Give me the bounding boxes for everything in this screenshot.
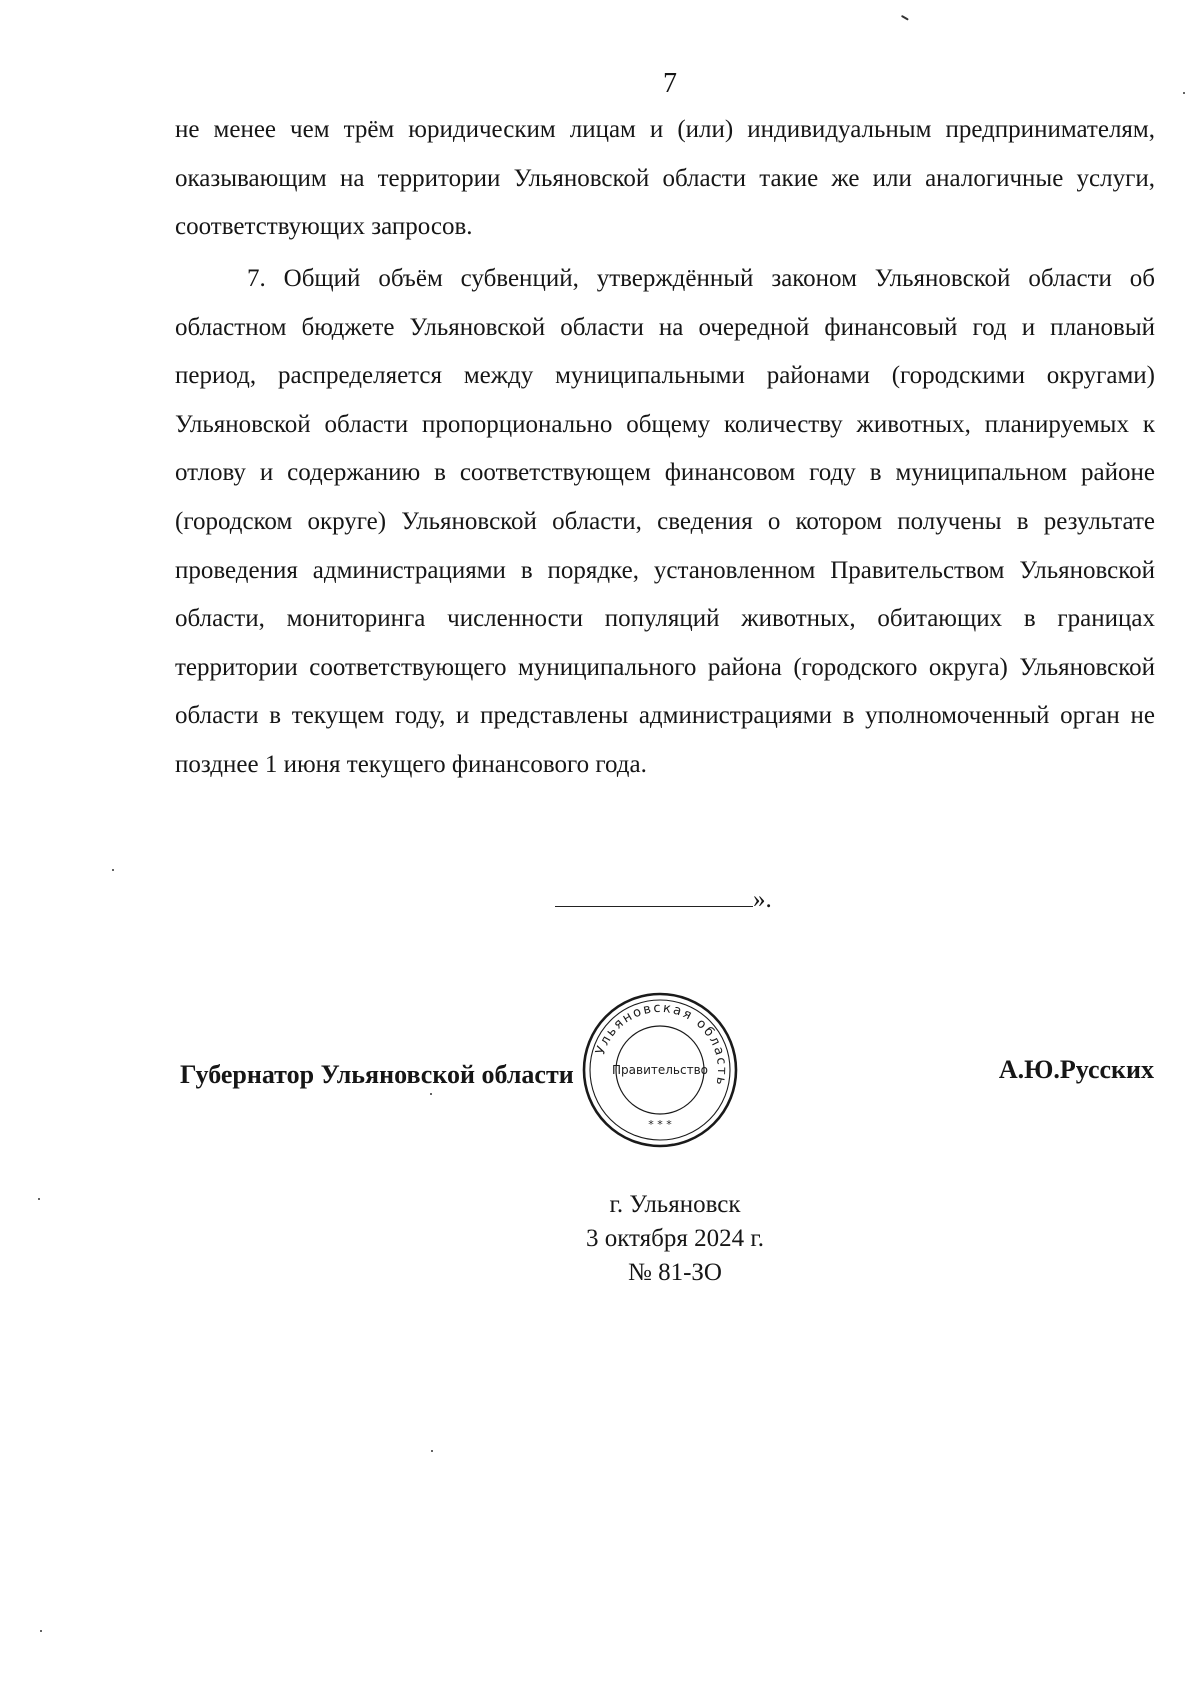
page-number: 7 (663, 68, 677, 99)
closing-underline (555, 888, 753, 907)
seal-stars: * * * (648, 1118, 672, 1131)
closing-mark: ». (753, 886, 772, 913)
footer-block (0, 1188, 1200, 1290)
scan-speck (38, 1198, 40, 1200)
scan-speck (1183, 92, 1185, 94)
scan-speck (431, 1450, 433, 1452)
signatory-title: Губернатор Ульяновской области (180, 1060, 574, 1089)
signatory-name: А.Ю.Русских (998, 1055, 1154, 1084)
scan-speck (40, 1630, 42, 1632)
official-seal (580, 990, 740, 1150)
scan-speck (430, 1093, 432, 1095)
closing-quote (555, 885, 772, 915)
scan-speck (112, 869, 114, 871)
footer-number: № 81-ЗО (627, 1259, 722, 1286)
seal-center-text: Правительство (612, 1063, 708, 1077)
scan-speck (901, 15, 909, 20)
footer-place: г. Ульяновск (609, 1191, 741, 1218)
paragraph-item-7: 7. Общий объём субвенций, утверждённый законом Ульяновской области об областном бюджете Ульяновской области на очередной финансовый год и плановый период, распределяется между муниципальными районами (городскими округами) Ульяновской области пропорционально общему количеству животных, планируемых к отлову и содержанию в соответствующем финансовом году в муниципальном районе (городском округе) Ульяновской области, сведения о котором получены в результате проведения администрациями в порядке, установленном Правительством Ульяновской области, мониторинга численности популяций животных, обитающих в границах территории соответствующего муниципального района (городского округа) Ульяновской области в текущем году, и представлены администрациями в уполномоченный орган не позднее 1 июня текущего финансового года. (175, 265, 1155, 778)
footer-date: 3 октября 2024 г. (585, 1225, 765, 1252)
paragraph-continuation: не менее чем трём юридическим лицам и (или) индивидуальным предпринимателям, оказывающим на территории Ульяновской области такие же или аналогичные услуги, соответствующих запросов. (175, 116, 1155, 241)
seal-ring-text: Ульяновская область (593, 1000, 730, 1089)
